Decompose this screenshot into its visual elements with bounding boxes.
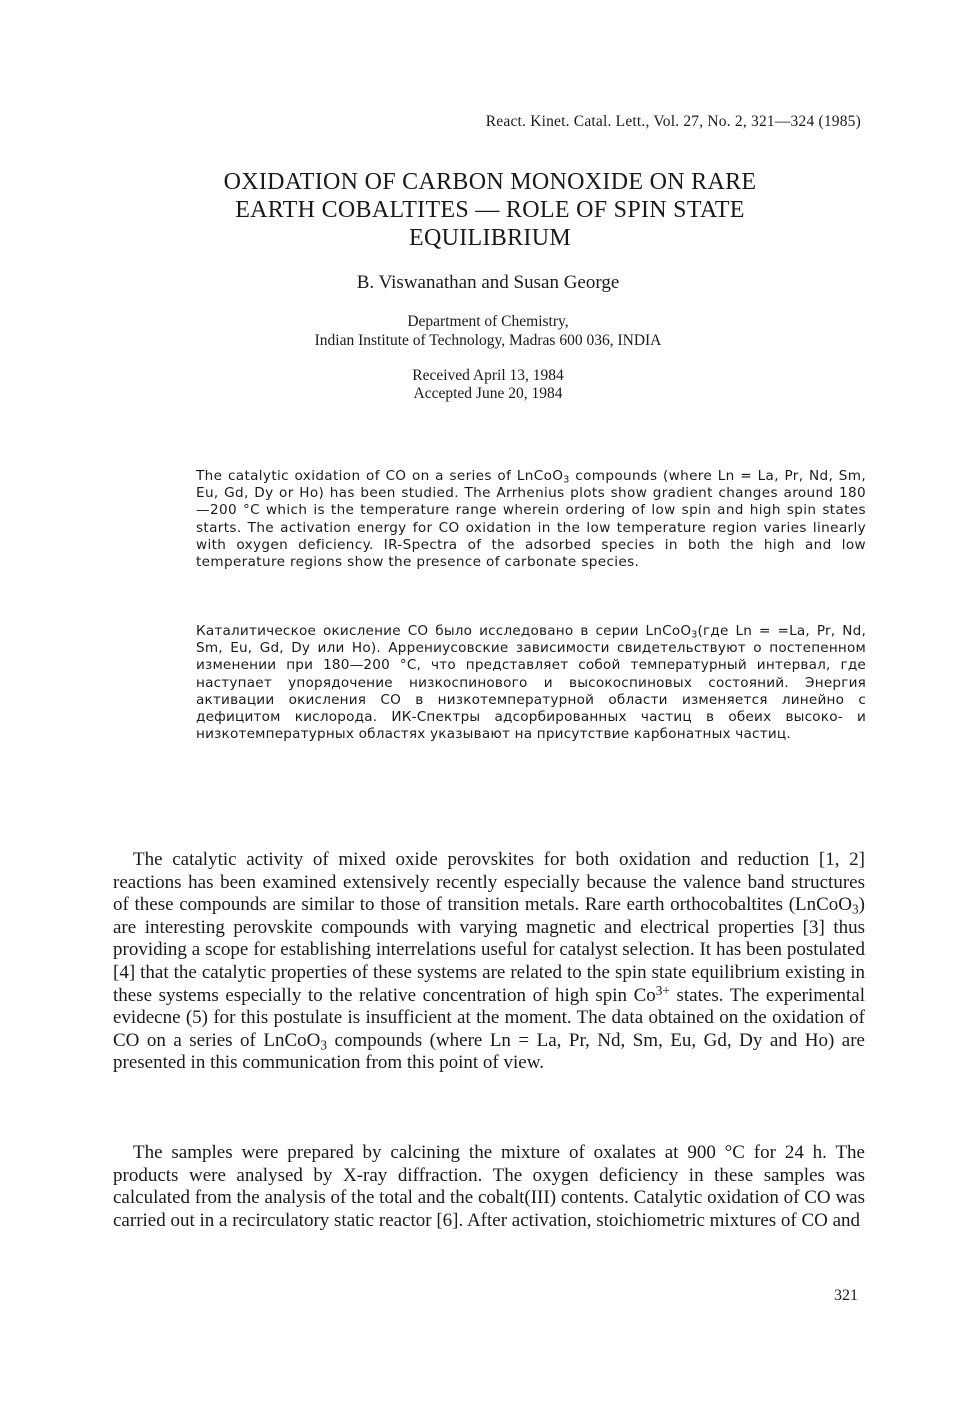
para1-text-3: states. The experimental evidecne (5) for this postulate is insufficient at the moment. The data obtained on the oxidation of CO on a series of LnCoO <box>113 984 865 1051</box>
affiliation-line-2: Indian Institute of Technology, Madras 600 036, INDIA <box>314 332 662 349</box>
title-line-1: OXIDATION OF CARBON MONOXIDE ON RARE <box>223 169 757 195</box>
abstract-en-subscript: 3 <box>563 474 570 486</box>
body-paragraph-2: The samples were prepared by calcining the mixture of oxalates at 900 °C for 24 h. The products were analysed by X-ray diffraction. The oxygen deficiency in these samples was calculated from the analysis of the total and the cobalt(III) contents. Catalytic oxidation of CO was carried out in a recirculatory static reactor [6]. After activation, stoichiometric mixtures of CO and <box>113 1142 865 1231</box>
title-line-2: EARTH COBALTITES — ROLE OF SPIN STATE <box>235 197 745 223</box>
received-date: Received April 13, 1984 <box>412 367 564 384</box>
dates <box>0 367 976 403</box>
para1-text-4: compounds (where Ln = La, Pr, Nd, Sm, Eu, Gd, Dy and Ho) are presented in this communication from this point of view. <box>113 1029 865 1074</box>
abstract-en-text-2: compounds (where Ln = La, Pr, Nd, Sm, Eu, Gd, Dy or Ho) has been studied. The Arrhenius plots show gradient changes around 180—200 °C which is the temperature range wherein ordering of low spin and high spin states starts. The activation energy for CO oxidation in the low temperature region varies linearly with oxygen deficiency. IR-Spectra of the adsorbed species in both the high and low temperature regions show the presence of carbonate species. <box>196 468 867 571</box>
abstract-english <box>196 468 866 571</box>
abstract-en-text-1: The catalytic oxidation of CO on a series of LnCoO <box>196 468 564 484</box>
para1-superscript: 3+ <box>655 982 670 998</box>
body-paragraph-1 <box>113 849 865 1075</box>
authors: B. Viswanathan and Susan George <box>356 272 620 293</box>
accepted-date: Accepted June 20, 1984 <box>413 385 563 402</box>
para1-text-1: The catalytic activity of mixed oxide perovskites for both oxidation and reduction [1, 2] reactions has been examined extensively recently especially because the valence band structures of these compounds are similar to those of transition metals. Rare earth orthocobaltites (LnCoO <box>113 849 865 916</box>
abstract-russian <box>196 623 866 743</box>
affiliation <box>0 312 976 350</box>
page-number: 321 <box>834 1287 858 1304</box>
para1-subscript-1: 3 <box>852 901 859 917</box>
para1-subscript-2: 3 <box>320 1037 328 1053</box>
affiliation-line-1: Department of Chemistry, <box>407 313 569 330</box>
para1-text-2: ) are interesting perovskite compounds with varying magnetic and electrical properties [3] thus providing a scope for establishing interrelations useful for catalyst selection. It has been postulated [4] that the catalytic properties of these systems are related to the spin state equilibrium existing in these systems especially to the relative concentration of high spin Co <box>113 894 865 1006</box>
title-line-3: EQUILIBRIUM <box>409 225 571 251</box>
abstract-ru-text-1: Каталитическое окисление CO было исследовано в серии LnCoO <box>196 623 692 639</box>
abstract-ru-text-2: (где Ln = =La, Pr, Nd, Sm, Eu, Gd, Dy или Ho). Аррениусовские зависимости свидетельствуют о постепенном изменении при 180—200 °C, что представляет собой температурный интервал, где наступает упорядочение низкоспинового и высокоспиновых состояний. Энергия активации окисления CO в низкотемпературной области изменяется линейно с дефицитом кислорода. ИК-Спектры адсорбированных частиц в обеих высоко- и низкотемпературных областях указывают на присутствие карбонатных частиц. <box>196 623 866 743</box>
journal-reference: React. Kinet. Catal. Lett., Vol. 27, No. 2, 321—324 (1985) <box>485 113 861 130</box>
abstract-ru-subscript: 3 <box>691 629 698 641</box>
paper-title <box>150 168 830 252</box>
